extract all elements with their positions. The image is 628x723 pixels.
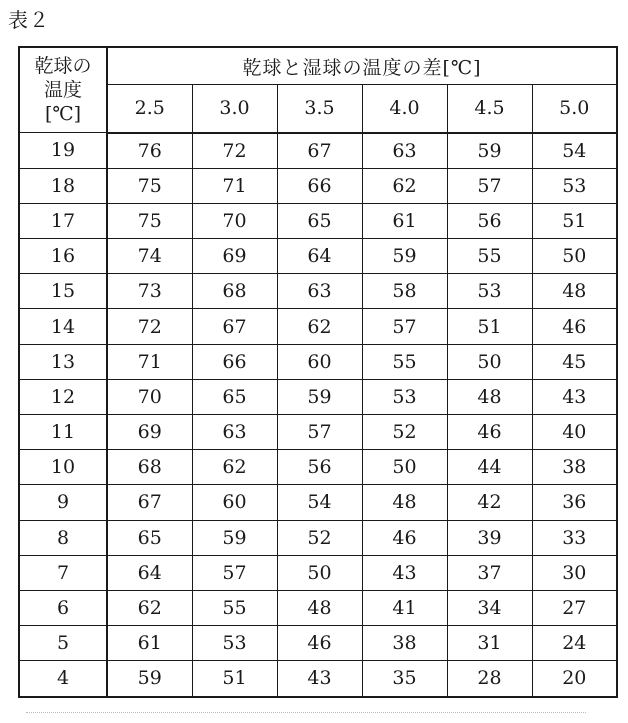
humidity-value-cell: 57 — [192, 555, 277, 590]
humidity-value-cell: 55 — [192, 590, 277, 625]
humidity-value-cell: 62 — [107, 590, 192, 625]
humidity-table — [18, 46, 618, 698]
dry-bulb-temperature-cell: 11 — [19, 415, 107, 450]
humidity-value-cell: 64 — [107, 555, 192, 590]
humidity-value-cell: 37 — [447, 555, 532, 590]
difference-column-header: 3.0 — [192, 85, 277, 133]
humidity-value-cell: 57 — [277, 415, 362, 450]
page-edge-divider — [26, 712, 586, 723]
table-row — [19, 485, 617, 520]
humidity-value-cell: 46 — [362, 520, 447, 555]
humidity-value-cell: 55 — [362, 344, 447, 379]
humidity-value-cell: 60 — [192, 485, 277, 520]
difference-column-header: 2.5 — [107, 85, 192, 133]
humidity-value-cell: 62 — [277, 309, 362, 344]
table-row — [19, 415, 617, 450]
humidity-value-cell: 34 — [447, 590, 532, 625]
humidity-value-cell: 30 — [532, 555, 617, 590]
humidity-value-cell: 59 — [447, 133, 532, 169]
humidity-value-cell: 40 — [532, 415, 617, 450]
table-row — [19, 520, 617, 555]
humidity-value-cell: 20 — [532, 661, 617, 697]
humidity-value-cell: 38 — [532, 450, 617, 485]
humidity-value-cell: 65 — [107, 520, 192, 555]
difference-column-header: 4.0 — [362, 85, 447, 133]
difference-header-row — [19, 85, 617, 133]
humidity-value-cell: 57 — [447, 168, 532, 203]
table-row — [19, 203, 617, 238]
dry-bulb-temperature-cell: 19 — [19, 133, 107, 169]
humidity-value-cell: 50 — [532, 239, 617, 274]
humidity-value-cell: 62 — [362, 168, 447, 203]
humidity-value-cell: 65 — [277, 203, 362, 238]
humidity-value-cell: 53 — [362, 379, 447, 414]
humidity-value-cell: 68 — [107, 450, 192, 485]
dry-bulb-header-line: 乾球の — [34, 55, 92, 77]
humidity-value-cell: 39 — [447, 520, 532, 555]
humidity-value-cell: 43 — [362, 555, 447, 590]
humidity-value-cell: 72 — [107, 309, 192, 344]
dry-bulb-temperature-cell: 8 — [19, 520, 107, 555]
humidity-value-cell: 52 — [362, 415, 447, 450]
dry-bulb-temperature-cell: 4 — [19, 661, 107, 697]
humidity-value-cell: 48 — [277, 590, 362, 625]
humidity-value-cell: 75 — [107, 168, 192, 203]
humidity-value-cell: 46 — [532, 309, 617, 344]
humidity-value-cell: 73 — [107, 274, 192, 309]
difference-column-header: 3.5 — [277, 85, 362, 133]
humidity-value-cell: 56 — [277, 450, 362, 485]
humidity-value-cell: 60 — [277, 344, 362, 379]
humidity-value-cell: 52 — [277, 520, 362, 555]
humidity-value-cell: 48 — [532, 274, 617, 309]
table-row — [19, 661, 617, 697]
humidity-value-cell: 63 — [277, 274, 362, 309]
table-body — [19, 133, 617, 697]
humidity-value-cell: 71 — [192, 168, 277, 203]
humidity-value-cell: 28 — [447, 661, 532, 697]
humidity-value-cell: 51 — [447, 309, 532, 344]
dry-bulb-temperature-cell: 14 — [19, 309, 107, 344]
humidity-value-cell: 69 — [192, 239, 277, 274]
humidity-value-cell: 69 — [107, 415, 192, 450]
table-row — [19, 309, 617, 344]
table-caption: 表２ — [8, 8, 50, 32]
table-row — [19, 168, 617, 203]
table-row — [19, 626, 617, 661]
table-row — [19, 133, 617, 169]
humidity-value-cell: 67 — [277, 133, 362, 169]
humidity-value-cell: 72 — [192, 133, 277, 169]
humidity-value-cell: 48 — [362, 485, 447, 520]
dry-bulb-temperature-cell: 16 — [19, 239, 107, 274]
dry-bulb-header-line: 温度 — [43, 79, 82, 101]
dry-bulb-header — [19, 47, 107, 133]
humidity-value-cell: 61 — [362, 203, 447, 238]
humidity-value-cell: 43 — [532, 379, 617, 414]
dry-bulb-temperature-cell: 6 — [19, 590, 107, 625]
humidity-value-cell: 57 — [362, 309, 447, 344]
humidity-value-cell: 68 — [192, 274, 277, 309]
humidity-value-cell: 48 — [447, 379, 532, 414]
humidity-value-cell: 36 — [532, 485, 617, 520]
humidity-value-cell: 46 — [277, 626, 362, 661]
table-row — [19, 379, 617, 414]
humidity-value-cell: 54 — [532, 133, 617, 169]
humidity-value-cell: 66 — [277, 168, 362, 203]
humidity-value-cell: 31 — [447, 626, 532, 661]
dry-bulb-temperature-cell: 9 — [19, 485, 107, 520]
humidity-value-cell: 70 — [192, 203, 277, 238]
humidity-value-cell: 59 — [362, 239, 447, 274]
humidity-value-cell: 35 — [362, 661, 447, 697]
dry-bulb-temperature-cell: 15 — [19, 274, 107, 309]
humidity-value-cell: 67 — [192, 309, 277, 344]
humidity-value-cell: 70 — [107, 379, 192, 414]
humidity-value-cell: 53 — [532, 168, 617, 203]
dry-bulb-temperature-cell: 18 — [19, 168, 107, 203]
dry-bulb-temperature-cell: 7 — [19, 555, 107, 590]
humidity-value-cell: 33 — [532, 520, 617, 555]
humidity-value-cell: 66 — [192, 344, 277, 379]
humidity-value-cell: 46 — [447, 415, 532, 450]
humidity-value-cell: 63 — [192, 415, 277, 450]
table-row — [19, 274, 617, 309]
table-row — [19, 450, 617, 485]
humidity-value-cell: 38 — [362, 626, 447, 661]
humidity-value-cell: 61 — [107, 626, 192, 661]
humidity-value-cell: 53 — [447, 274, 532, 309]
humidity-value-cell: 71 — [107, 344, 192, 379]
table-row — [19, 239, 617, 274]
humidity-value-cell: 45 — [532, 344, 617, 379]
temperature-difference-header: 乾球と湿球の温度の差[℃] — [107, 47, 617, 85]
humidity-value-cell: 42 — [447, 485, 532, 520]
humidity-value-cell: 67 — [107, 485, 192, 520]
humidity-value-cell: 43 — [277, 661, 362, 697]
humidity-value-cell: 44 — [447, 450, 532, 485]
humidity-value-cell: 59 — [277, 379, 362, 414]
table-row — [19, 555, 617, 590]
humidity-value-cell: 27 — [532, 590, 617, 625]
humidity-value-cell: 58 — [362, 274, 447, 309]
dry-bulb-temperature-cell: 10 — [19, 450, 107, 485]
humidity-value-cell: 76 — [107, 133, 192, 169]
humidity-value-cell: 24 — [532, 626, 617, 661]
table-row — [19, 590, 617, 625]
difference-column-header: 4.5 — [447, 85, 532, 133]
humidity-value-cell: 54 — [277, 485, 362, 520]
dry-bulb-temperature-cell: 5 — [19, 626, 107, 661]
humidity-value-cell: 75 — [107, 203, 192, 238]
humidity-value-cell: 62 — [192, 450, 277, 485]
dry-bulb-temperature-cell: 12 — [19, 379, 107, 414]
humidity-value-cell: 53 — [192, 626, 277, 661]
difference-column-header: 5.0 — [532, 85, 617, 133]
humidity-value-cell: 50 — [362, 450, 447, 485]
humidity-value-cell: 59 — [107, 661, 192, 697]
dry-bulb-temperature-cell: 17 — [19, 203, 107, 238]
humidity-value-cell: 56 — [447, 203, 532, 238]
humidity-value-cell: 41 — [362, 590, 447, 625]
dry-bulb-temperature-cell: 13 — [19, 344, 107, 379]
humidity-value-cell: 50 — [277, 555, 362, 590]
humidity-value-cell: 51 — [532, 203, 617, 238]
dry-bulb-header-line: [℃] — [44, 103, 82, 125]
humidity-value-cell: 51 — [192, 661, 277, 697]
humidity-value-cell: 55 — [447, 239, 532, 274]
humidity-value-cell: 63 — [362, 133, 447, 169]
humidity-value-cell: 50 — [447, 344, 532, 379]
table-row — [19, 344, 617, 379]
humidity-value-cell: 65 — [192, 379, 277, 414]
humidity-value-cell: 64 — [277, 239, 362, 274]
humidity-value-cell: 59 — [192, 520, 277, 555]
humidity-value-cell: 74 — [107, 239, 192, 274]
